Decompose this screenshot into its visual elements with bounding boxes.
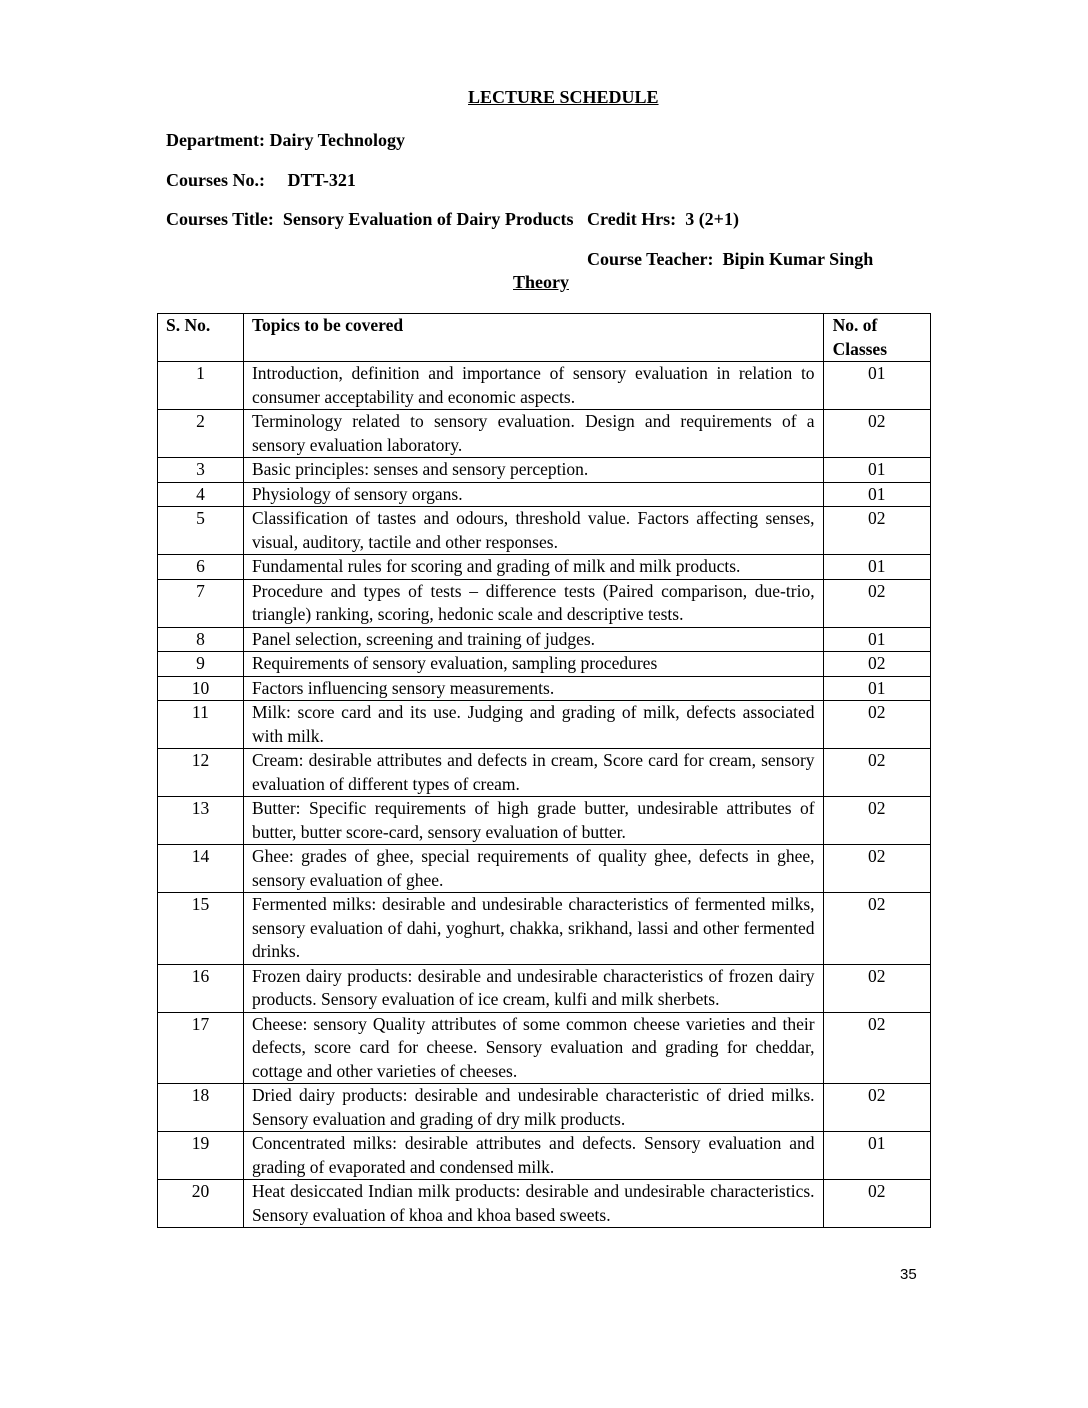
row-topic: Basic principles: senses and sensory perception. bbox=[243, 458, 823, 483]
row-classes: 01 bbox=[823, 555, 930, 580]
row-classes: 02 bbox=[823, 797, 930, 845]
table-row bbox=[158, 507, 931, 555]
row-topic: Cheese: sensory Quality attributes of some common cheese varieties and their defects, score card for cheese. Sensory evaluation and grading for cheddar, cottage and other varieties of cheeses. bbox=[243, 1012, 823, 1084]
table-row bbox=[158, 845, 931, 893]
row-sno: 14 bbox=[158, 845, 244, 893]
table-row bbox=[158, 893, 931, 965]
row-topic: Frozen dairy products: desirable and undesirable characteristics of frozen dairy products. Sensory evaluation of ice cream, kulfi and milk sherbets. bbox=[243, 964, 823, 1012]
course-no-value: DTT-321 bbox=[287, 170, 356, 190]
table-row bbox=[158, 1012, 931, 1084]
row-topic: Fundamental rules for scoring and grading of milk and milk products. bbox=[243, 555, 823, 580]
course-no-line bbox=[166, 170, 356, 191]
row-topic: Classification of tastes and odours, threshold value. Factors affecting senses, visual, auditory, tactile and other responses. bbox=[243, 507, 823, 555]
row-classes: 02 bbox=[823, 845, 930, 893]
course-no-label: Courses No.: bbox=[166, 170, 265, 190]
row-sno: 8 bbox=[158, 627, 244, 652]
department-label: Department: bbox=[166, 130, 265, 150]
row-sno: 3 bbox=[158, 458, 244, 483]
table-row bbox=[158, 749, 931, 797]
row-topic: Butter: Specific requirements of high grade butter, undesirable attributes of butter, butter score-card, sensory evaluation of butter. bbox=[243, 797, 823, 845]
page-number: 35 bbox=[900, 1266, 917, 1283]
row-classes: 02 bbox=[823, 652, 930, 677]
row-sno: 4 bbox=[158, 482, 244, 507]
row-topic: Introduction, definition and importance of sensory evaluation in relation to consumer acceptability and economic aspects. bbox=[243, 362, 823, 410]
row-sno: 9 bbox=[158, 652, 244, 677]
table-row bbox=[158, 797, 931, 845]
row-sno: 16 bbox=[158, 964, 244, 1012]
row-topic: Fermented milks: desirable and undesirable characteristics of fermented milks, sensory evaluation of dahi, yoghurt, chakka, srikhand, lassi and other fermented drinks. bbox=[243, 893, 823, 965]
department-value: Dairy Technology bbox=[269, 130, 405, 150]
row-sno: 11 bbox=[158, 701, 244, 749]
course-title-label: Courses Title: bbox=[166, 209, 274, 229]
table-row bbox=[158, 362, 931, 410]
row-classes: 02 bbox=[823, 893, 930, 965]
row-classes: 02 bbox=[823, 701, 930, 749]
row-sno: 15 bbox=[158, 893, 244, 965]
table-row bbox=[158, 1084, 931, 1132]
row-topic: Physiology of sensory organs. bbox=[243, 482, 823, 507]
row-classes: 01 bbox=[823, 1132, 930, 1180]
row-classes: 02 bbox=[823, 749, 930, 797]
row-classes: 02 bbox=[823, 964, 930, 1012]
row-topic: Cream: desirable attributes and defects in cream, Score card for cream, sensory evaluation of different types of cream. bbox=[243, 749, 823, 797]
row-topic: Terminology related to sensory evaluation. Design and requirements of a sensory evaluation laboratory. bbox=[243, 410, 823, 458]
row-topic: Concentrated milks: desirable attributes and defects. Sensory evaluation and grading of evaporated and condensed milk. bbox=[243, 1132, 823, 1180]
header-sno: S. No. bbox=[158, 314, 244, 362]
department-line bbox=[166, 130, 405, 151]
teacher-label: Course Teacher: bbox=[587, 249, 714, 269]
header-topic: Topics to be covered bbox=[243, 314, 823, 362]
row-sno: 17 bbox=[158, 1012, 244, 1084]
row-topic: Procedure and types of tests – difference tests (Paired comparison, due-trio, triangle) ranking, scoring, hedonic scale and descriptive tests. bbox=[243, 579, 823, 627]
row-sno: 20 bbox=[158, 1180, 244, 1228]
row-sno: 1 bbox=[158, 362, 244, 410]
course-title-value: Sensory Evaluation of Dairy Products bbox=[282, 209, 574, 229]
row-classes: 01 bbox=[823, 627, 930, 652]
row-sno: 7 bbox=[158, 579, 244, 627]
row-classes: 02 bbox=[823, 507, 930, 555]
row-classes: 01 bbox=[823, 482, 930, 507]
row-classes: 02 bbox=[823, 410, 930, 458]
table-row bbox=[158, 1180, 931, 1228]
row-classes: 01 bbox=[823, 458, 930, 483]
row-classes: 02 bbox=[823, 1012, 930, 1084]
table-row bbox=[158, 652, 931, 677]
lecture-schedule-table bbox=[157, 313, 931, 1228]
row-sno: 10 bbox=[158, 676, 244, 701]
header-classes: No. of Classes bbox=[823, 314, 930, 362]
teacher-value: Bipin Kumar Singh bbox=[722, 249, 874, 269]
course-title-line bbox=[166, 209, 739, 230]
table-row bbox=[158, 701, 931, 749]
row-classes: 02 bbox=[823, 1180, 930, 1228]
row-topic: Panel selection, screening and training of judges. bbox=[243, 627, 823, 652]
row-classes: 02 bbox=[823, 1084, 930, 1132]
row-classes: 02 bbox=[823, 579, 930, 627]
row-sno: 6 bbox=[158, 555, 244, 580]
credit-label: Credit Hrs: bbox=[587, 209, 677, 229]
row-sno: 2 bbox=[158, 410, 244, 458]
section-heading: Theory bbox=[513, 272, 569, 292]
row-topic: Factors influencing sensory measurements. bbox=[243, 676, 823, 701]
row-topic: Dried dairy products: desirable and undesirable characteristic of dried milks. Sensory evaluation and grading of dry milk products. bbox=[243, 1084, 823, 1132]
table-row bbox=[158, 1132, 931, 1180]
row-topic: Ghee: grades of ghee, special requirements of quality ghee, defects in ghee, sensory evaluation of ghee. bbox=[243, 845, 823, 893]
table-row bbox=[158, 458, 931, 483]
row-classes: 01 bbox=[823, 362, 930, 410]
row-sno: 12 bbox=[158, 749, 244, 797]
table-row bbox=[158, 627, 931, 652]
row-classes: 01 bbox=[823, 676, 930, 701]
row-topic: Heat desiccated Indian milk products: desirable and undesirable characteristics. Sensory evaluation of khoa and khoa based sweets. bbox=[243, 1180, 823, 1228]
row-topic: Milk: score card and its use. Judging and grading of milk, defects associated with milk. bbox=[243, 701, 823, 749]
course-teacher-line bbox=[587, 249, 873, 270]
row-sno: 18 bbox=[158, 1084, 244, 1132]
row-sno: 13 bbox=[158, 797, 244, 845]
table-row bbox=[158, 555, 931, 580]
credit-value: 3 (2+1) bbox=[685, 209, 739, 229]
table-row bbox=[158, 410, 931, 458]
table-row bbox=[158, 964, 931, 1012]
table-row bbox=[158, 579, 931, 627]
table-row bbox=[158, 482, 931, 507]
row-topic: Requirements of sensory evaluation, sampling procedures bbox=[243, 652, 823, 677]
table-row bbox=[158, 676, 931, 701]
row-sno: 19 bbox=[158, 1132, 244, 1180]
row-sno: 5 bbox=[158, 507, 244, 555]
table-header-row bbox=[158, 314, 931, 362]
document-title: LECTURE SCHEDULE bbox=[468, 87, 659, 107]
